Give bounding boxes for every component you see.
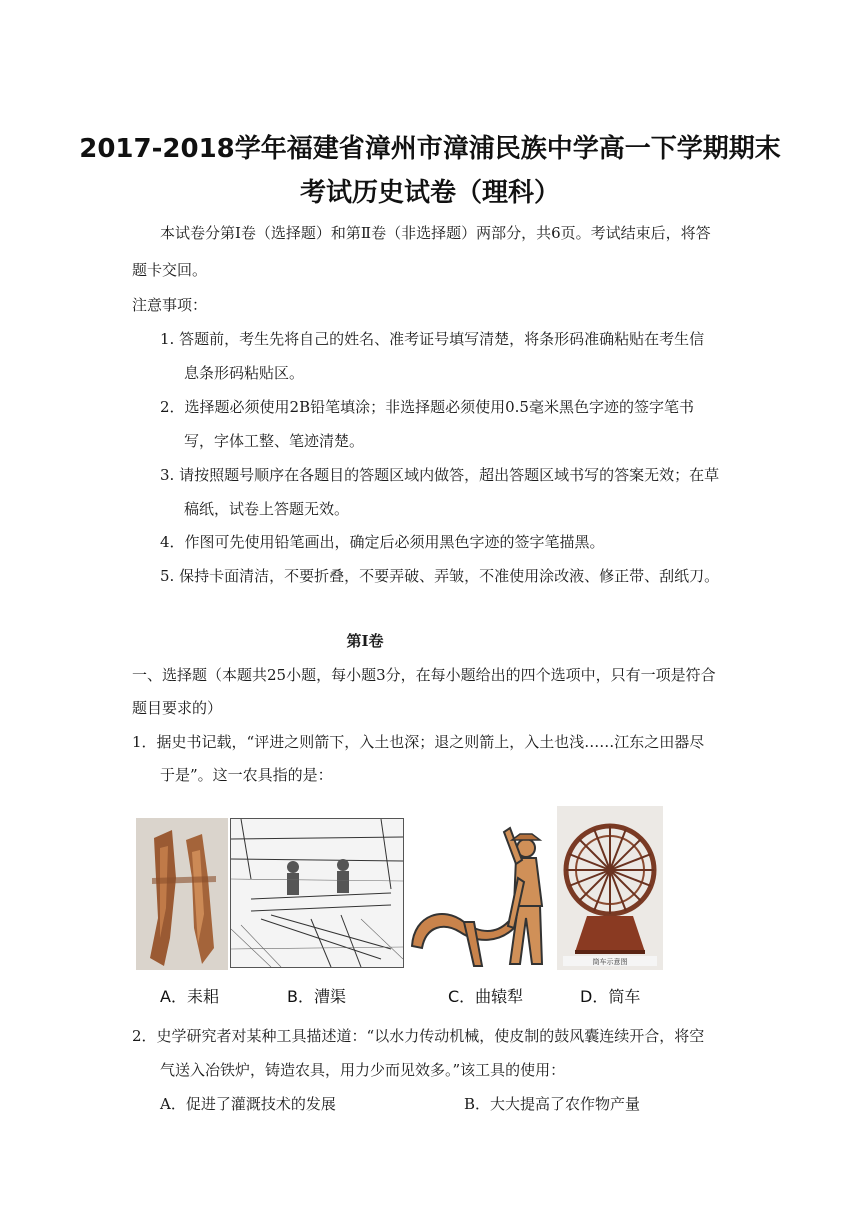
section-instructions-line1: 一、选择题（本题共25小题，每小题3分，在每小题给出的四个选项中，只有一项是符合 bbox=[132, 666, 716, 684]
q1-option-a: A．耒耜 bbox=[160, 987, 219, 1006]
q1-option-c: C．曲辕犁 bbox=[448, 987, 524, 1006]
paper-title-line2: 考试历史试卷（理科） bbox=[299, 178, 560, 208]
notice-item-2: 2．选择题必须使用2B铅笔填涂；非选择题必须使用0.5毫米黑色字迹的签字笔书 bbox=[160, 398, 694, 416]
notice-item-1: 1. 答题前，考生先将自己的姓名、准考证号填写清楚，将条形码准确粘贴在考生信 bbox=[160, 330, 705, 348]
q1-option-d: D．筒车 bbox=[580, 987, 641, 1006]
notice-item-2-cont: 写，字体工整、笔迹清楚。 bbox=[184, 432, 365, 450]
notice-item-3: 3. 请按照题号顺序在各题目的答题区域内做答，超出答题区域书写的答案无效；在草 bbox=[160, 466, 720, 484]
q1-option-b: B．漕渠 bbox=[287, 987, 346, 1006]
q1-image-leisi bbox=[136, 818, 228, 970]
notice-heading: 注意事项： bbox=[132, 296, 208, 314]
q2-option-b: B．大大提高了农作物产量 bbox=[464, 1095, 641, 1113]
notice-item-1-cont: 息条形码粘贴区。 bbox=[184, 364, 305, 382]
notice-item-3-cont: 稿纸，试卷上答题无效。 bbox=[184, 500, 350, 518]
q1-image-tongche bbox=[557, 806, 663, 970]
intro-line1: 本试卷分第Ⅰ卷（选择题）和第Ⅱ卷（非选择题）两部分，共6页。考试结束后，将答 bbox=[160, 224, 711, 242]
section-instructions-line2: 题目要求的） bbox=[132, 699, 223, 717]
q1-stem-line2: 于是”。这一农具指的是： bbox=[160, 766, 333, 784]
q2-stem-line1: 2．史学研究者对某种工具描述道：“以水力传动机械，使皮制的鼓风囊连续开合，将空 bbox=[132, 1027, 705, 1045]
q1-stem-line1: 1．据史书记载，“评进之则箭下，入土也深；退之则箭上，入土也浅……江东之田器尽 bbox=[132, 733, 705, 751]
paper-title-line1: 2017-2018学年福建省漳州市漳浦民族中学高一下学期期末 bbox=[79, 134, 781, 164]
q2-option-a: A．促进了灌溉技术的发展 bbox=[160, 1095, 336, 1113]
notice-item-5: 5. 保持卡面清洁，不要折叠，不要弄破、弄皱，不准使用涂改液、修正带、刮纸刀。 bbox=[160, 567, 720, 585]
tongche-caption-small: 筒车示意图 bbox=[592, 958, 628, 966]
q1-image-quyuanli bbox=[404, 818, 554, 970]
notice-item-4: 4．作图可先使用铅笔画出，确定后必须用黑色字迹的签字笔描黑。 bbox=[160, 533, 605, 551]
q2-stem-line2: 气送入冶铁炉，铸造农具，用力少而见效多。”该工具的使用： bbox=[160, 1061, 566, 1079]
q1-image-caoqu bbox=[230, 818, 404, 968]
part1-heading: 第Ⅰ卷 bbox=[346, 632, 384, 650]
intro-line2: 题卡交回。 bbox=[132, 261, 208, 279]
